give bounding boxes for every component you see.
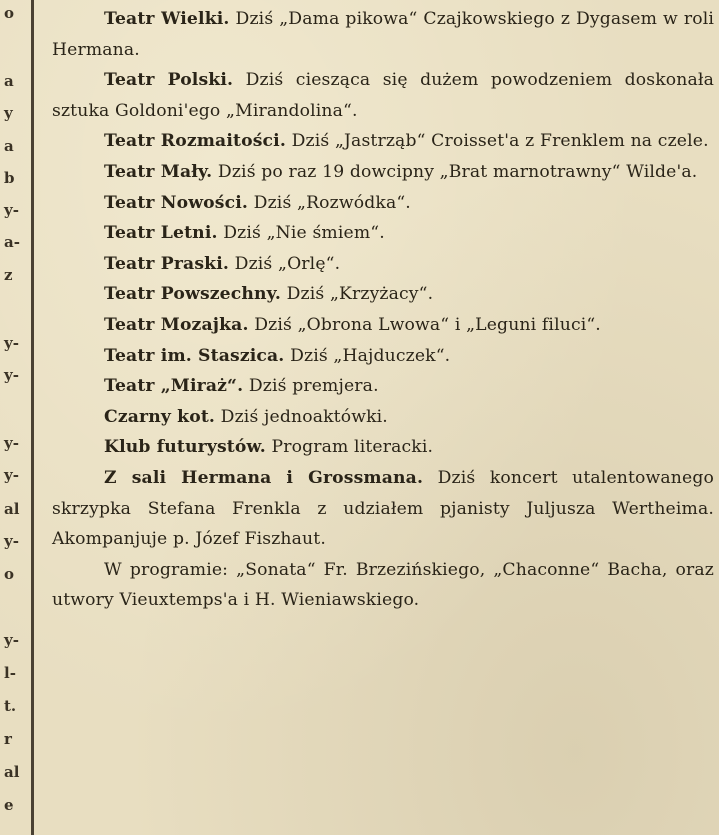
listing-text: Dziś po raz 19 dowcipny „Brat marnotrawny“ Wilde'a. — [212, 161, 698, 182]
listing-klub-futurystow — [52, 432, 714, 463]
listing-text: Dziś „Orlę“. — [229, 253, 341, 274]
listing-text: Dziś „Dama pikowa“ Czajkowskiego z Dygasem w roli Hermana. — [52, 9, 714, 60]
listing-teatr-letni — [52, 218, 714, 249]
listing-name: Teatr Mały. — [104, 161, 213, 182]
fragment: a — [4, 72, 14, 90]
fragment: y- — [4, 434, 19, 452]
fragment: y — [4, 104, 13, 122]
fragment: y- — [4, 532, 19, 550]
fragment: z — [4, 266, 13, 284]
listing-name: Czarny kot. — [104, 406, 216, 427]
adjacent-column-fragments — [0, 0, 26, 835]
fragment: y- — [4, 466, 19, 484]
listing-teatr-polski — [52, 65, 714, 126]
listing-teatr-maly — [52, 157, 714, 188]
listing-name: Teatr Wielki. — [104, 9, 230, 29]
fragment: b — [4, 169, 15, 187]
fragment: a- — [4, 233, 20, 251]
fragment: o — [4, 565, 15, 583]
listing-text: Program literacki. — [265, 437, 434, 458]
fragment: a — [4, 137, 14, 155]
listing-text: Dziś ciesząca się dużem powodzeniem doskonała sztuka Goldoni'ego „Mirandolina“. — [52, 70, 715, 121]
fragment: r — [4, 730, 12, 748]
listing-teatr-staszica — [52, 341, 714, 372]
fragment: t. — [4, 697, 17, 715]
listing-text: Dziś „Jastrząb“ Croisset'a z Frenklem na czele. — [285, 131, 709, 152]
listing-name: Klub futurystów. — [104, 437, 266, 458]
column-rule — [31, 0, 34, 835]
listing-name: Teatr Rozmaitości. — [104, 131, 286, 152]
listing-text: Dziś „Nie śmiem“. — [217, 223, 385, 244]
listing-text: Dziś koncert utalentowanego skrzypka Stefana Frenkla z udziałem pjanisty Juljusza Wertheima. Akompanjuje p. Józef Fiszhaut. — [52, 467, 714, 550]
listing-text: Dziś „Krzyżacy“. — [280, 284, 434, 305]
fragment: al — [4, 763, 20, 781]
listing-name: Teatr im. Staszica. — [104, 345, 285, 366]
fragment: e — [4, 796, 14, 814]
fragment: al — [4, 500, 20, 518]
listing-text: Dziś „Rozwódka“. — [248, 192, 411, 213]
listing-name: Teatr Powszechny. — [104, 284, 281, 305]
fragment: y- — [4, 631, 19, 649]
fragment: y- — [4, 366, 19, 384]
listing-teatr-nowosci — [52, 188, 714, 219]
listing-name: Teatr Nowości. — [104, 192, 249, 213]
listing-text: Dziś jednoaktówki. — [215, 406, 388, 427]
fragment: y- — [4, 201, 19, 219]
listing-text: Dziś „Hajduczek“. — [284, 345, 451, 366]
listing-teatr-powszechny — [52, 279, 714, 310]
listing-text: Dziś „Obrona Lwowa“ i „Leguni filuci“. — [248, 314, 601, 335]
listing-teatr-mozajka — [52, 310, 714, 341]
listing-name: Teatr „Miraż“. — [104, 376, 244, 397]
listing-text: Dziś premjera. — [243, 376, 379, 397]
fragment: l- — [4, 664, 16, 682]
concert-program — [52, 555, 714, 616]
listing-teatr-wielki — [52, 4, 714, 65]
listing-name: Z sali Hermana i Grossmana. — [104, 467, 424, 488]
listing-sala-hermana-grossmana — [52, 463, 714, 555]
fragment: y- — [4, 334, 19, 352]
program-text: W programie: „Sonata“ Fr. Brzezińskiego, „Chaconne“ Bacha, oraz utwory Vieuxtemps'a i H. Wieniawskiego. — [52, 559, 714, 611]
fragment: o — [4, 4, 15, 22]
listing-name: Teatr Polski. — [104, 70, 234, 91]
listing-czarny-kot — [52, 402, 714, 433]
listing-name: Teatr Mozajka. — [104, 314, 249, 335]
listing-name: Teatr Praski. — [104, 253, 230, 274]
listing-teatr-praski — [52, 249, 714, 280]
listing-name: Teatr Letni. — [104, 223, 218, 244]
theatre-listings-column — [52, 4, 714, 616]
listing-teatr-rozmaitosci — [52, 126, 714, 157]
listing-teatr-miraz — [52, 371, 714, 402]
